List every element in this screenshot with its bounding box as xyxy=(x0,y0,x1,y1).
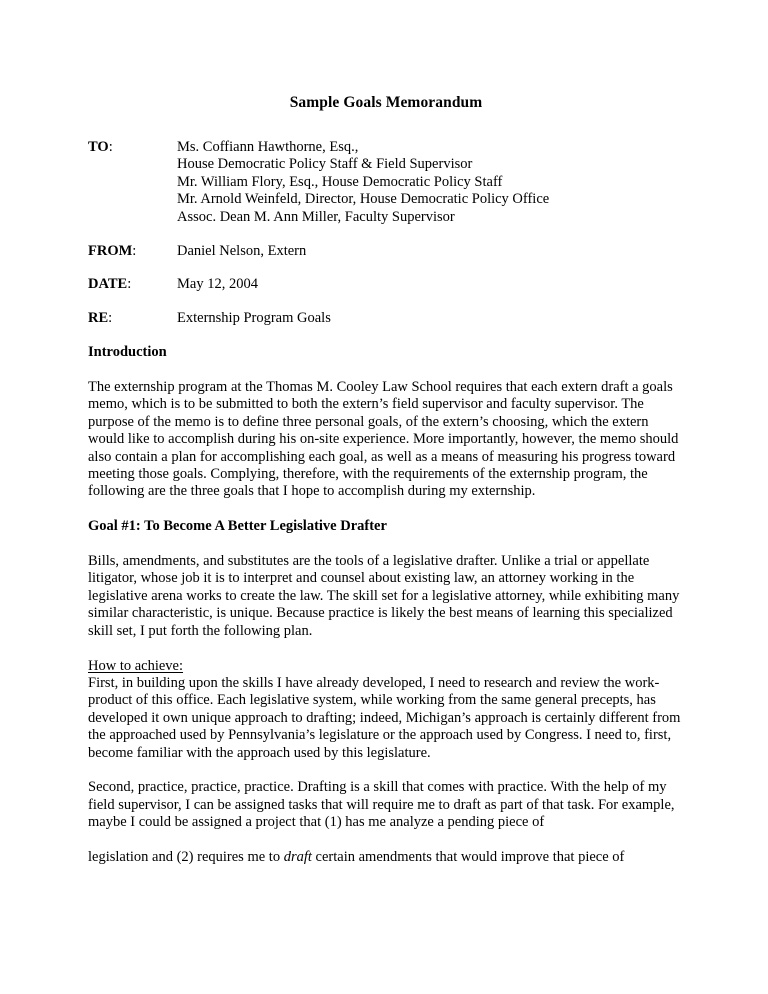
memo-field-to-line: House Democratic Policy Staff & Field Supervisor xyxy=(177,156,473,173)
paragraph-gap xyxy=(88,501,684,518)
memo-field-to-colon: : xyxy=(108,139,113,155)
memo-field-date-colon: : xyxy=(127,276,132,293)
how-to-achieve-label: How to achieve: xyxy=(88,657,184,674)
memo-field-date-value xyxy=(177,276,684,293)
memo-field-from-value xyxy=(177,243,684,260)
document-body xyxy=(88,94,684,866)
memo-field-from xyxy=(88,243,684,260)
memo-field-re xyxy=(88,310,684,327)
paragraph-gap xyxy=(88,762,684,779)
memo-field-date-line: May 12, 2004 xyxy=(177,276,258,293)
paragraph-gap xyxy=(88,640,684,657)
memo-field-from-line: Daniel Nelson, Extern xyxy=(177,242,307,259)
how-to-achieve-block xyxy=(88,658,684,675)
paragraph-gap xyxy=(88,832,684,849)
memo-field-to-line: Mr. Arnold Weinfeld, Director, House Democratic Policy Office xyxy=(177,191,550,208)
title-spacer xyxy=(88,112,684,139)
memo-field-to-label xyxy=(88,139,177,156)
memo-field-re-label-text: RE xyxy=(88,310,109,327)
memo-field-from-label xyxy=(88,243,177,260)
memo-field-re-colon: : xyxy=(108,310,113,327)
field-gap xyxy=(88,328,684,345)
how-to-achieve-continuation-paragraph xyxy=(88,849,684,866)
paragraph-gap xyxy=(88,536,684,553)
memo-field-to-label-text: TO xyxy=(88,139,109,155)
introduction-paragraph: The externship program at the Thomas M. Cooley Law School requires that each extern draft a goals memo, which is to be submitted to both the extern’s field supervisor and faculty supervisor. The purpose of the memo is to define three personal goals, of the extern’s choosing, which the extern would like to accomplish during his on-site experience. More importantly, however, the memo should also contain a plan for accomplishing each goal, as well as a means of measuring his progress toward meeting those goals. Complying, therefore, with the requirements of the externship program, the following are the three goals that I hope to accomplish during my externship. xyxy=(88,379,679,500)
memo-field-to-line: Ms. Coffiann Hawthorne, Esq., xyxy=(177,139,359,155)
paragraph-gap xyxy=(88,362,684,379)
memo-field-to-line: Mr. William Flory, Esq., House Democratic Policy Staff xyxy=(177,173,503,190)
memo-field-to-value xyxy=(177,139,684,226)
memo-field-date xyxy=(88,276,684,293)
how-to-achieve-second-paragraph: Second, practice, practice, practice. Drafting is a skill that comes with practice. With the help of my field supervisor, I can be assigned tasks that will require me to draft as part of that task. For example, maybe I could be assigned a project that (1) has me analyze a pending piece of xyxy=(88,779,675,831)
goal-one-paragraph: Bills, amendments, and substitutes are the tools of a legislative drafter. Unlike a trial or appellate litigator, whose job it is to interpret and counsel about existing law, an attorney working in the legislative arena works to create the law. The skill set for a legislative attorney, while exhibiting many similar characteristic, is unique. Because practice is likely the best means of learning this specialized skill set, I put forth the following plan. xyxy=(88,553,680,639)
page-title: Sample Goals Memorandum xyxy=(289,94,483,111)
continuation-text-after: certain amendments that would improve that piece of xyxy=(311,848,625,865)
field-gap xyxy=(88,260,684,277)
section-heading-goal-one: Goal #1: To Become A Better Legislative Drafter xyxy=(88,518,387,535)
memo-field-to xyxy=(88,139,684,226)
memo-field-re-line: Externship Program Goals xyxy=(177,310,331,327)
how-to-achieve-first-paragraph: First, in building upon the skills I have already developed, I need to research and review the work-product of this office. Each legislative system, while working from the same general precepts, has developed it own unique approach to drafting; indeed, Michigan’s approach is certainly different from the approached used by Pennsylvania’s legislature or the approach used by Congress. I need to, first, become familiar with the approach used by this legislature. xyxy=(88,674,681,761)
section-heading-introduction: Introduction xyxy=(88,344,167,361)
memo-field-to-line: Assoc. Dean M. Ann Miller, Faculty Supervisor xyxy=(177,208,455,225)
field-gap xyxy=(88,226,684,243)
field-gap xyxy=(88,294,684,311)
memo-field-re-value xyxy=(177,310,684,327)
memo-field-re-label xyxy=(88,310,177,327)
memo-field-date-label-text: DATE xyxy=(88,276,128,293)
memo-field-date-label xyxy=(88,276,177,293)
memo-field-from-label-text: FROM xyxy=(88,242,133,259)
memo-field-from-colon: : xyxy=(132,242,137,259)
continuation-emphasis-draft: draft xyxy=(283,848,312,865)
continuation-text-before: legislation and (2) requires me to xyxy=(88,848,284,865)
